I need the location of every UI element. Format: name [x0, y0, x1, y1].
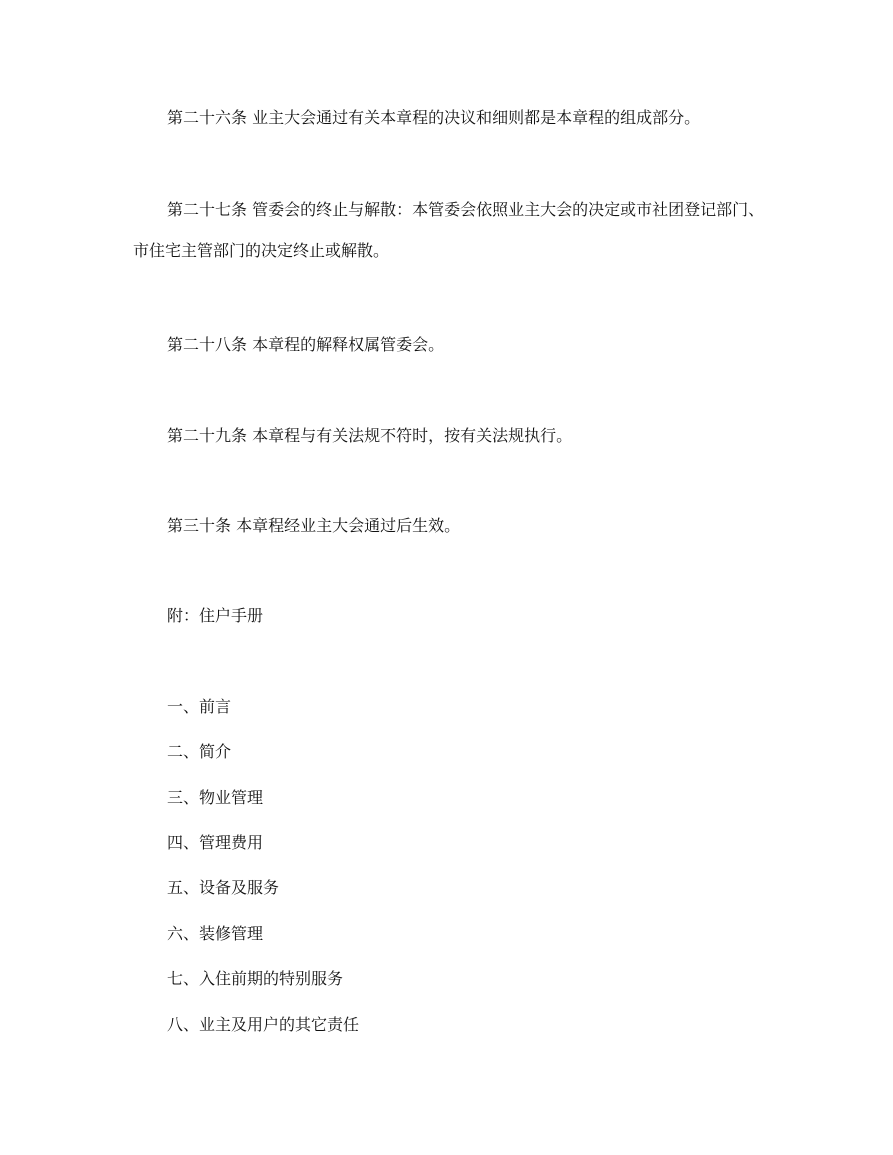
article-30: 第三十条 本章程经业主大会通过后生效。 — [167, 516, 461, 535]
article-28: 第二十八条 本章程的解释权属管委会。 — [167, 335, 445, 354]
article-26: 第二十六条 业主大会通过有关本章程的决议和细则都是本章程的组成部分。 — [167, 108, 701, 127]
appendix-item-6: 六、装修管理 — [167, 924, 264, 943]
appendix-item-7: 七、入住前期的特别服务 — [167, 969, 344, 988]
appendix-title: 附：住户手册 — [167, 606, 264, 625]
appendix-item-4: 四、管理费用 — [167, 833, 264, 852]
article-27: 第二十七条 管委会的终止与解散：本管委会依照业主大会的决定或市社团登记部门、市住宅主管部门的决定终止或解散。 — [133, 200, 765, 260]
appendix-item-2: 二、简介 — [167, 742, 232, 761]
appendix-item-3: 三、物业管理 — [167, 788, 264, 807]
appendix-item-8: 八、业主及用户的其它责任 — [167, 1015, 360, 1034]
article-29: 第二十九条 本章程与有关法规不符时，按有关法规执行。 — [167, 426, 573, 445]
appendix-item-5: 五、设备及服务 — [167, 878, 280, 897]
appendix-item-1: 一、前言 — [167, 697, 232, 716]
